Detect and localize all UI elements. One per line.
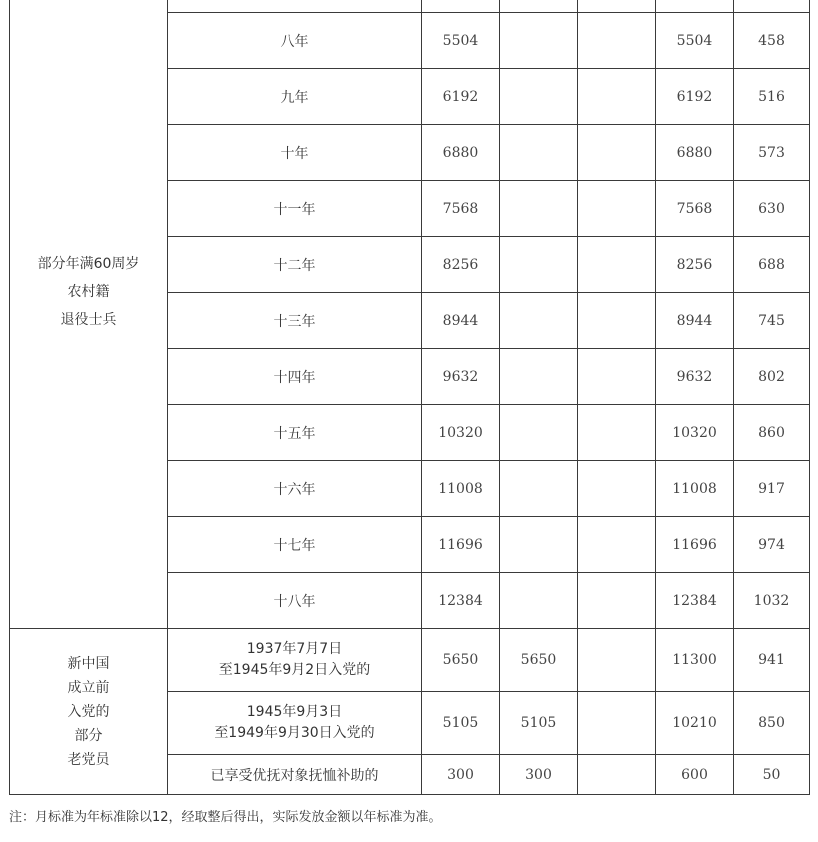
annual-standard-cell: 8944 <box>656 293 734 349</box>
join-period-cell <box>168 692 422 755</box>
monthly-standard-cell: 860 <box>734 405 810 461</box>
value-cell: 10320 <box>422 405 500 461</box>
category-line: 入党的 <box>67 703 110 720</box>
value-cell <box>578 461 656 517</box>
value-cell: 8944 <box>422 293 500 349</box>
monthly-standard-cell: 802 <box>734 349 810 405</box>
value-cell <box>578 405 656 461</box>
category-line: 成立前 <box>67 679 110 696</box>
value-cell <box>578 125 656 181</box>
footnote: 注：月标准为年标准除以12，经取整后得出，实际发放金额以年标准为准。 <box>9 810 442 825</box>
value-cell <box>500 69 578 125</box>
value-cell: 11696 <box>422 517 500 573</box>
category-rural-veterans <box>10 0 168 629</box>
value-cell <box>578 293 656 349</box>
value-cell <box>500 0 578 13</box>
join-period-start: 1937年7月7日 <box>246 641 343 657</box>
value-cell: 5105 <box>500 692 578 755</box>
annual-standard-cell: 10210 <box>656 692 734 755</box>
value-cell: 5504 <box>422 13 500 69</box>
service-years-cell: 十三年 <box>168 293 422 349</box>
value-cell: 5650 <box>422 629 500 692</box>
value-cell <box>500 181 578 237</box>
value-cell <box>578 237 656 293</box>
monthly-standard-cell: 850 <box>734 692 810 755</box>
subsidy-standards-table <box>9 0 810 795</box>
monthly-standard-cell: 688 <box>734 237 810 293</box>
value-cell: 8256 <box>422 237 500 293</box>
service-years-cell <box>168 0 422 13</box>
annual-standard-cell: 10320 <box>656 405 734 461</box>
subsidy-recipient-cell: 已享受优抚对象抚恤补助的 <box>168 755 422 795</box>
value-cell <box>500 573 578 629</box>
annual-standard-cell: 6880 <box>656 125 734 181</box>
value-cell <box>578 181 656 237</box>
value-cell: 300 <box>422 755 500 795</box>
table-row <box>10 0 810 13</box>
value-cell <box>500 461 578 517</box>
value-cell <box>578 13 656 69</box>
annual-standard-cell: 11696 <box>656 517 734 573</box>
service-years-cell: 十七年 <box>168 517 422 573</box>
value-cell <box>578 0 656 13</box>
value-cell <box>500 517 578 573</box>
value-cell <box>500 349 578 405</box>
monthly-standard-cell <box>734 0 810 13</box>
monthly-standard-cell: 516 <box>734 69 810 125</box>
value-cell: 5650 <box>500 629 578 692</box>
value-cell <box>578 517 656 573</box>
value-cell <box>500 125 578 181</box>
value-cell: 6880 <box>422 125 500 181</box>
service-years-cell: 十四年 <box>168 349 422 405</box>
annual-standard-cell: 8256 <box>656 237 734 293</box>
monthly-standard-cell: 941 <box>734 629 810 692</box>
annual-standard-cell <box>656 0 734 13</box>
monthly-standard-cell: 573 <box>734 125 810 181</box>
monthly-standard-cell: 50 <box>734 755 810 795</box>
join-period-cell <box>168 629 422 692</box>
join-period-start: 1945年9月3日 <box>246 704 343 720</box>
value-cell: 300 <box>500 755 578 795</box>
value-cell <box>578 349 656 405</box>
value-cell: 5105 <box>422 692 500 755</box>
value-cell <box>500 237 578 293</box>
value-cell: 6192 <box>422 69 500 125</box>
annual-standard-cell: 9632 <box>656 349 734 405</box>
value-cell <box>578 692 656 755</box>
value-cell: 12384 <box>422 573 500 629</box>
value-cell: 7568 <box>422 181 500 237</box>
monthly-standard-cell: 745 <box>734 293 810 349</box>
category-line: 新中国 <box>67 655 110 672</box>
service-years-cell: 九年 <box>168 69 422 125</box>
annual-standard-cell: 7568 <box>656 181 734 237</box>
value-cell <box>500 293 578 349</box>
value-cell: 9632 <box>422 349 500 405</box>
monthly-standard-cell: 1032 <box>734 573 810 629</box>
monthly-standard-cell: 974 <box>734 517 810 573</box>
category-old-party-members <box>10 629 168 795</box>
service-years-cell: 十五年 <box>168 405 422 461</box>
monthly-standard-cell: 630 <box>734 181 810 237</box>
value-cell: 11008 <box>422 461 500 517</box>
annual-standard-cell: 5504 <box>656 13 734 69</box>
value-cell <box>578 573 656 629</box>
category-line: 老党员 <box>67 751 110 768</box>
service-years-cell: 十二年 <box>168 237 422 293</box>
category-line: 部分年满60周岁 <box>37 256 140 272</box>
annual-standard-cell: 11008 <box>656 461 734 517</box>
value-cell <box>500 13 578 69</box>
value-cell <box>422 0 500 13</box>
annual-standard-cell: 6192 <box>656 69 734 125</box>
service-years-cell: 八年 <box>168 13 422 69</box>
value-cell <box>578 755 656 795</box>
service-years-cell: 十六年 <box>168 461 422 517</box>
annual-standard-cell: 12384 <box>656 573 734 629</box>
value-cell <box>578 69 656 125</box>
service-years-cell: 十年 <box>168 125 422 181</box>
annual-standard-cell: 600 <box>656 755 734 795</box>
value-cell <box>500 405 578 461</box>
monthly-standard-cell: 458 <box>734 13 810 69</box>
category-line: 退役士兵 <box>60 312 117 328</box>
monthly-standard-cell: 917 <box>734 461 810 517</box>
annual-standard-cell: 11300 <box>656 629 734 692</box>
category-line: 部分 <box>74 727 103 744</box>
service-years-cell: 十八年 <box>168 573 422 629</box>
category-line: 农村籍 <box>67 284 110 300</box>
join-period-end: 至1945年9月2日入党的 <box>218 662 371 678</box>
table-row <box>10 629 810 692</box>
join-period-end: 至1949年9月30日入党的 <box>214 725 375 741</box>
value-cell <box>578 629 656 692</box>
service-years-cell: 十一年 <box>168 181 422 237</box>
